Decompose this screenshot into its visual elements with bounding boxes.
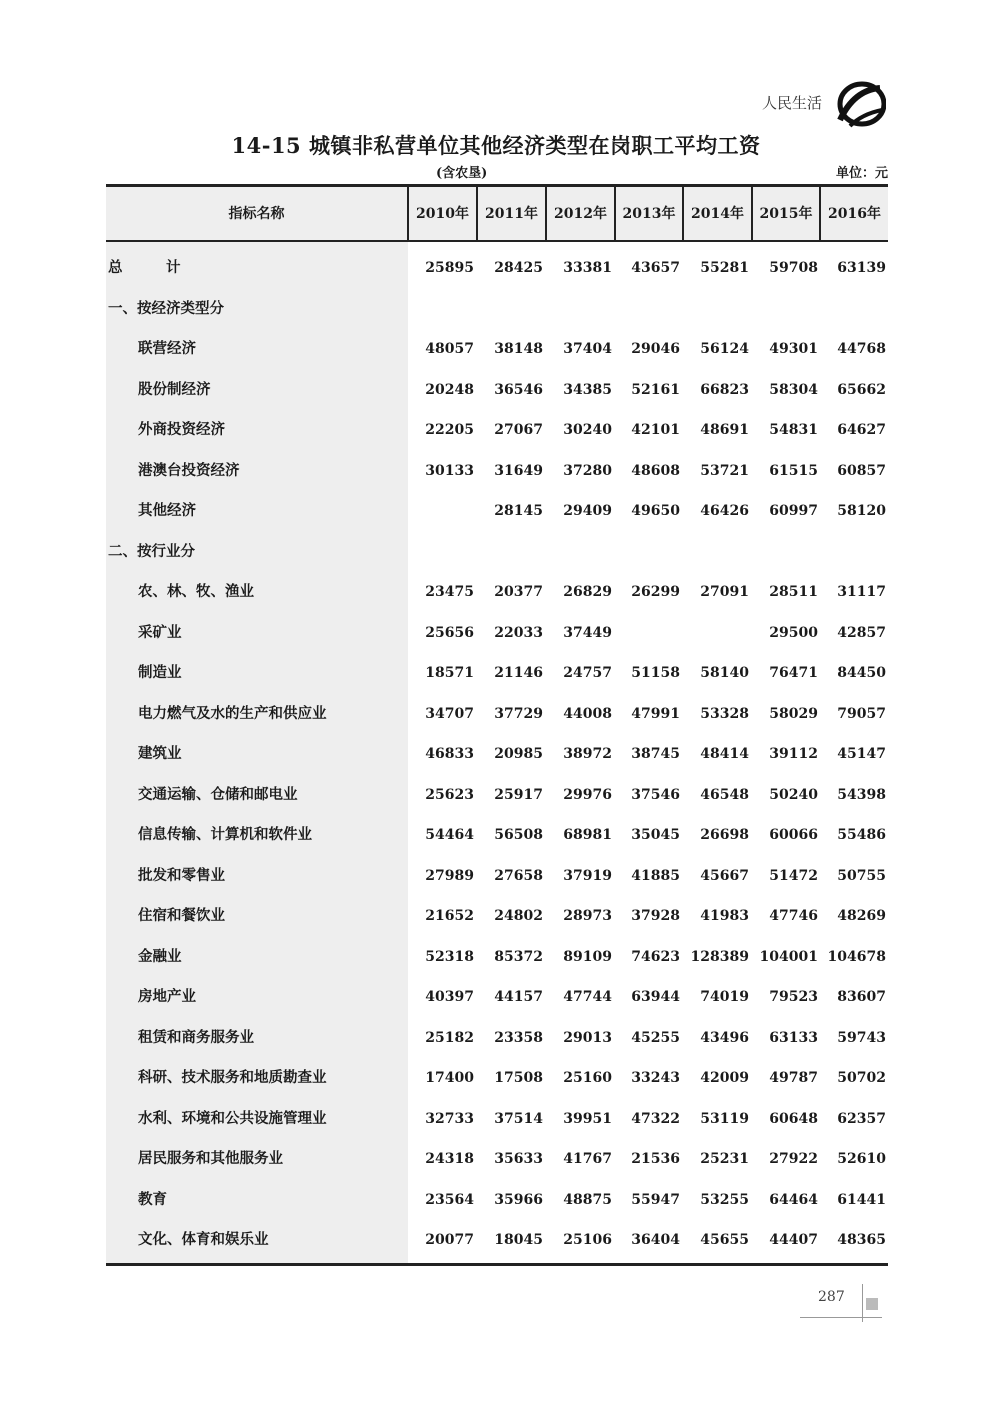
row-value: 58029 [769,705,818,722]
row-value: 34707 [425,705,474,722]
row-value: 28145 [494,503,543,519]
table-row [106,977,888,1017]
row-value: 37514 [494,1110,543,1127]
row-value: 59743 [837,1029,886,1046]
row-label: 建筑业 [138,745,182,762]
row-value: 47991 [631,705,680,722]
row-value: 29409 [563,503,612,519]
table-row [106,289,888,329]
row-value: 37928 [631,908,680,924]
row-value: 58304 [769,381,818,398]
row-value: 62357 [837,1110,886,1127]
row-value: 35045 [631,827,680,843]
row-value: 25160 [563,1070,612,1086]
column-header-year: 2012年 [554,206,607,222]
row-value: 50755 [837,867,886,884]
column-header-year: 2015年 [759,206,813,222]
row-value: 52610 [837,1151,886,1167]
row-value: 20985 [494,746,543,762]
row-value [542,532,612,572]
row-value: 33243 [631,1070,680,1086]
row-value: 63944 [631,989,680,1005]
row-value: 37546 [631,786,680,803]
chapter-logo-icon [832,80,886,130]
row-value: 47744 [563,989,612,1005]
table-row [106,937,888,977]
row-label: 电力燃气及水的生产和供应业 [138,704,327,722]
row-value [748,532,818,572]
row-value: 37449 [563,624,612,641]
table-row [106,329,888,369]
row-value: 36404 [631,1232,680,1248]
table-row [106,694,888,734]
row-value: 45655 [700,1232,749,1248]
row-value: 37729 [494,705,543,722]
row-value: 38972 [563,746,612,762]
row-value: 53119 [700,1110,749,1127]
row-value: 89109 [563,948,612,965]
row-value [748,289,818,329]
row-value: 66823 [700,381,749,398]
row-value: 53328 [700,705,749,722]
row-value: 25231 [700,1151,749,1167]
row-value: 63133 [769,1029,818,1046]
row-value: 53255 [700,1191,749,1208]
table-row [106,896,888,936]
row-label: 金融业 [138,947,182,965]
table-row [106,248,888,288]
row-value: 20248 [425,381,474,398]
row-value: 83607 [837,989,886,1005]
row-value: 50702 [837,1070,886,1086]
row-value: 34385 [563,381,612,398]
row-value: 61515 [769,462,818,479]
row-value: 29013 [563,1029,612,1046]
row-value: 24802 [494,908,543,924]
row-value [404,491,474,531]
row-label: 批发和零售业 [138,866,225,884]
row-value: 46833 [425,746,474,762]
footer-square-icon [866,1298,878,1310]
row-value: 76471 [769,665,818,681]
row-value: 42009 [700,1070,749,1086]
row-value: 44407 [769,1232,818,1248]
footer-divider [862,1284,863,1322]
row-value: 51472 [769,867,818,884]
row-value: 24757 [563,665,612,681]
row-value: 36546 [494,381,543,398]
row-value: 22033 [494,624,543,641]
table-row [106,532,888,572]
row-value: 41983 [700,908,749,924]
table-subtitle: (含农垦) [436,166,488,181]
row-value: 37919 [563,867,612,884]
row-value: 60997 [769,503,818,519]
row-value [404,532,474,572]
row-value: 52318 [425,948,474,965]
row-label: 教育 [138,1190,167,1208]
row-value [610,532,680,572]
table-row [106,815,888,855]
row-value: 28425 [494,260,543,276]
row-label: 水利、环境和公共设施管理业 [138,1109,327,1127]
row-value [610,613,680,653]
row-value: 45667 [700,867,749,884]
row-value: 68981 [563,827,612,843]
row-value: 26299 [631,584,680,600]
footer-rule [800,1317,882,1318]
row-value: 30133 [425,462,474,479]
row-label: 制造业 [138,664,182,681]
row-value: 54831 [769,422,818,438]
row-value [473,289,543,329]
row-value: 49787 [769,1070,818,1086]
row-value: 27091 [700,584,749,600]
row-value: 48691 [700,422,749,438]
row-value: 18571 [425,665,474,681]
table-row [106,775,888,815]
row-value: 28973 [563,908,612,924]
column-header-name: 指标名称 [228,206,285,222]
row-value: 63139 [837,260,886,276]
row-value: 60066 [769,827,818,843]
row-value: 48414 [700,746,749,762]
row-value: 43657 [631,260,680,276]
table-bottom-rule [106,1263,888,1266]
table-row [106,1099,888,1139]
row-value: 41885 [631,867,680,884]
row-value: 49650 [631,503,680,519]
row-value: 20077 [425,1232,474,1248]
row-value: 39951 [563,1110,612,1127]
page-number: 287 [818,1289,845,1305]
table-row [106,1220,888,1260]
table-row [106,856,888,896]
row-value: 26698 [700,827,749,843]
row-value: 48875 [563,1191,612,1208]
table-row [106,370,888,410]
row-value: 74623 [631,948,680,965]
row-value: 59708 [769,260,818,276]
row-value: 17400 [425,1070,474,1086]
table-row [106,734,888,774]
row-value: 52161 [631,381,680,398]
row-label: 股份制经济 [138,380,211,398]
row-value: 21146 [494,665,543,681]
row-value: 23475 [425,584,474,600]
row-value: 23358 [494,1029,543,1046]
row-value: 46548 [700,786,749,803]
row-value [404,289,474,329]
row-value [816,532,886,572]
row-value: 22205 [425,422,474,438]
row-value: 17508 [494,1070,543,1086]
row-value: 30240 [563,422,612,438]
row-value: 44768 [837,341,886,357]
row-value: 58120 [837,503,886,519]
row-value: 45147 [837,746,886,762]
row-value [679,532,749,572]
row-value: 33381 [563,260,612,276]
column-header-year: 2010年 [416,206,469,222]
row-value: 104001 [759,948,818,965]
row-value: 65662 [837,381,886,398]
row-value: 55281 [700,260,749,276]
row-label: 外商投资经济 [138,421,225,438]
page-title: 14-15 城镇非私营单位其他经济类型在岗职工平均工资 [231,133,761,158]
row-value: 85372 [494,948,543,965]
row-value: 29046 [631,341,680,357]
row-value: 60857 [837,462,886,479]
row-label: 信息传输、计算机和软件业 [138,826,312,843]
row-value: 26829 [563,584,612,600]
row-value: 25895 [425,260,474,276]
column-header-year: 2013年 [622,206,676,222]
table-row [106,1058,888,1098]
row-value: 48057 [425,341,474,357]
row-value [473,532,543,572]
row-value: 55486 [837,827,886,843]
row-value: 64627 [837,422,886,438]
row-value: 61441 [837,1191,886,1208]
row-value: 84450 [837,665,886,681]
table-row [106,1180,888,1220]
row-value: 47746 [769,908,818,924]
row-label: 二、按行业分 [108,542,195,560]
row-value: 23564 [425,1191,474,1208]
row-value [610,289,680,329]
row-label: 联营经济 [138,340,196,357]
column-header-year: 2014年 [691,206,744,222]
row-value: 42101 [631,422,680,438]
row-label: 港澳台投资经济 [138,461,240,479]
table-row [106,491,888,531]
row-value: 55947 [631,1191,680,1208]
row-value: 42857 [837,624,886,641]
row-value: 79057 [837,705,886,722]
row-label: 总 计 [108,259,181,276]
row-value: 29500 [769,624,818,641]
row-label: 采矿业 [138,623,182,641]
row-value: 37280 [563,462,612,479]
row-value: 25656 [425,624,474,641]
row-value: 104678 [827,948,886,965]
row-value: 28511 [769,584,818,600]
row-label: 科研、技术服务和地质勘查业 [138,1069,327,1086]
row-value: 56508 [494,827,543,843]
row-value: 31649 [494,462,543,479]
row-value: 44157 [494,989,543,1005]
wage-table [106,184,888,1266]
row-value: 20377 [494,584,543,600]
row-value: 40397 [425,989,474,1005]
table-row [106,653,888,693]
row-label: 居民服务和其他服务业 [138,1150,283,1167]
table-row [106,1139,888,1179]
row-value: 18045 [494,1232,543,1248]
row-value: 25623 [425,786,474,803]
chapter-label: 人民生活 [762,94,823,112]
row-value: 49301 [769,341,818,357]
table-row [106,451,888,491]
row-value: 35633 [494,1151,543,1167]
row-label: 交通运输、仓储和邮电业 [138,785,298,803]
row-value: 46426 [700,503,749,519]
row-value: 51158 [631,665,680,681]
row-value: 50240 [769,786,818,803]
row-value: 24318 [425,1151,474,1167]
row-value: 38148 [494,341,543,357]
row-value: 25182 [425,1029,474,1046]
row-value: 41767 [563,1151,612,1167]
row-label: 房地产业 [138,988,196,1005]
row-value [816,289,886,329]
row-value: 38745 [631,746,680,762]
row-value: 27067 [494,422,543,438]
row-value: 32733 [425,1110,474,1127]
row-value: 44008 [563,705,612,722]
row-value: 45255 [631,1029,680,1046]
row-value: 27658 [494,867,543,884]
column-header-year: 2011年 [485,206,538,222]
row-value: 48365 [837,1232,886,1248]
row-label: 租赁和商务服务业 [138,1028,254,1046]
row-value [542,289,612,329]
unit-label: 单位：元 [835,166,888,181]
row-value: 64464 [769,1191,818,1208]
table-row [106,410,888,450]
row-value: 53721 [700,462,749,479]
row-label: 一、按经济类型分 [108,299,224,317]
row-value: 27989 [425,867,474,884]
row-value: 48269 [837,908,886,924]
row-label: 文化、体育和娱乐业 [138,1231,269,1248]
row-value: 37404 [563,341,612,357]
row-label: 住宿和餐饮业 [138,907,225,924]
row-label: 农、林、牧、渔业 [138,583,254,600]
row-value: 25106 [563,1232,612,1248]
column-header-year: 2016年 [828,206,881,222]
row-value: 25917 [494,786,543,803]
row-label: 其他经济 [138,502,196,519]
row-value: 43496 [700,1029,749,1046]
table-row [106,572,888,612]
row-value [679,289,749,329]
row-value: 35966 [494,1191,543,1208]
row-value: 128389 [690,948,749,965]
row-value: 54464 [425,827,474,843]
row-value: 21536 [631,1151,680,1167]
row-value: 74019 [700,989,749,1005]
row-value: 60648 [769,1110,818,1127]
row-value [679,613,749,653]
row-value: 56124 [700,341,749,357]
row-value: 47322 [631,1110,680,1127]
row-value: 31117 [837,584,886,600]
row-value: 39112 [769,746,818,762]
row-value: 54398 [837,786,886,803]
row-value: 58140 [700,665,749,681]
row-value: 79523 [769,989,818,1005]
row-value: 29976 [563,786,612,803]
table-row [106,1018,888,1058]
table-row [106,613,888,653]
row-value: 48608 [631,462,680,479]
row-value: 27922 [769,1151,818,1167]
row-value: 21652 [425,908,474,924]
